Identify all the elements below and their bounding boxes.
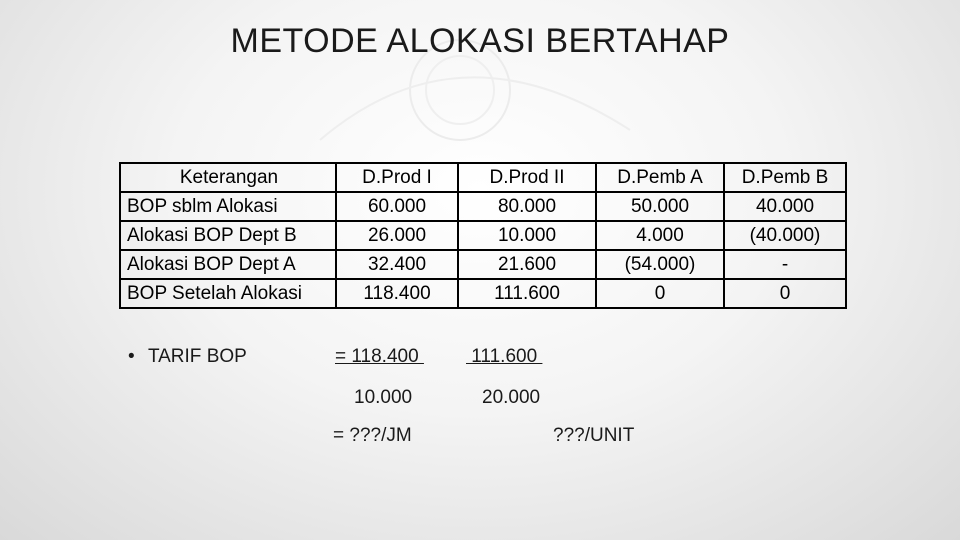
slide-title: METODE ALOKASI BERTAHAP (230, 22, 730, 60)
table-cell: 80.000 (458, 192, 596, 221)
table-cell: 118.400 (336, 279, 458, 308)
tarif-denominator-2: 20.000 (482, 387, 541, 408)
tarif-bop-label: TARIF BOP (147, 346, 247, 367)
table-cell: 50.000 (596, 192, 724, 221)
table-cell: 60.000 (336, 192, 458, 221)
table-cell: - (724, 250, 846, 279)
tarif-numerator-2: 111.600 (466, 346, 543, 367)
tarif-denominator-1: 10.000 (354, 387, 413, 408)
table-header: Keterangan (120, 163, 336, 192)
table-header: D.Prod II (458, 163, 596, 192)
table-header-row (120, 163, 846, 192)
table-header: D.Pemb B (724, 163, 846, 192)
tarif-result-1: = ???/JM (333, 425, 412, 446)
table-cell: 0 (596, 279, 724, 308)
table-cell: Alokasi BOP Dept A (120, 250, 336, 279)
table-cell: 0 (724, 279, 846, 308)
table-row (120, 250, 846, 279)
tarif-bop-item (128, 346, 247, 368)
table-cell: 40.000 (724, 192, 846, 221)
table-cell: 32.400 (336, 250, 458, 279)
table-header: D.Prod I (336, 163, 458, 192)
tarif-numerator-1: = 118.400 (335, 346, 424, 367)
table-cell: (40.000) (724, 221, 846, 250)
table-row (120, 221, 846, 250)
table-cell: (54.000) (596, 250, 724, 279)
table-cell: 21.600 (458, 250, 596, 279)
table-cell: 4.000 (596, 221, 724, 250)
table-header: D.Pemb A (596, 163, 724, 192)
table-cell: 111.600 (458, 279, 596, 308)
bullet-icon: • (128, 346, 135, 367)
tarif-result-2: ???/UNIT (553, 425, 635, 446)
allocation-table (119, 162, 847, 309)
table-row (120, 279, 846, 308)
table-cell: Alokasi BOP Dept B (120, 221, 336, 250)
table-cell: 26.000 (336, 221, 458, 250)
table-cell: BOP Setelah Alokasi (120, 279, 336, 308)
table-row (120, 192, 846, 221)
table-cell: 10.000 (458, 221, 596, 250)
table-cell: BOP sblm Alokasi (120, 192, 336, 221)
